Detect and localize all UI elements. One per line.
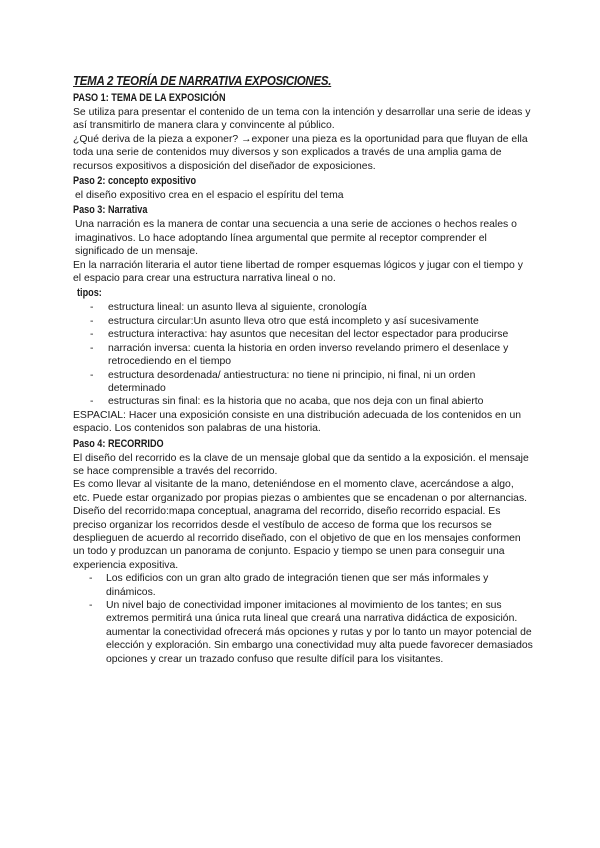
paso4-heading: Paso 4: RECORRIDO bbox=[73, 437, 164, 450]
list-item: - narración inversa: cuenta la historia en orden inverso revelando primero el desenlace y retrocediendo en el tiempo bbox=[73, 342, 533, 369]
paso3-paragraph-2: En la narración literaria el autor tiene libertad de romper esquemas lógicos y jugar con el tiempo y el espacio para crear una estructura narrativa lineal o no. bbox=[73, 259, 523, 285]
paso2-paragraph-1: el diseño expositivo crea en el espacio el espíritu del tema bbox=[75, 190, 344, 202]
paso1-paragraph-2: ¿Qué deriva de la pieza a exponer? →exponer una pieza es la oportunidad para que fluyan de ella toda una serie de contenidos muy diversos y son explicados a través de una amplia gama de recursos expositivos a disposición del diseñador de exposiciones. bbox=[73, 133, 528, 172]
list-item: - Un nivel bajo de conectividad imponer imitaciones al movimiento de los tantes; en sus extremos permitirá una única ruta lineal que creará una narrativa didáctica de exposición. aumentar la conectividad ofrecerá más opciones y rutas y por lo tanto un mayor potencial de elección y exploración. Sin embargo una conectividad muy alta puede favorecer demasiados opciones y crear un trazado confuso que resulte difícil para los visitantes. bbox=[73, 599, 533, 666]
paso4-paragraph-3: Diseño del recorrido:mapa conceptual, anagrama del recorrido, diseño recorrido espacial. Es preciso organizar los recorridos desde el vestíbulo de acceso de forma que los recursos se desplieguen de acuerdo al recorrido diseñado, con el objetivo de que en los mensajes conformen un todo y produzcan un panorama de conjunto. Espacio y tiempo se unen para conseguir una experiencia expositiva. bbox=[73, 506, 521, 571]
tipos-list bbox=[73, 301, 533, 408]
list-item: - estructuras sin final: es la historia que no acaba, que nos deja con un final abierto bbox=[73, 395, 533, 408]
list-item: - estructura circular:Un asunto lleva otro que está incompleto y así sucesivamente bbox=[73, 315, 533, 328]
document-page bbox=[73, 74, 533, 666]
recorrido-list bbox=[73, 572, 533, 666]
document-title: TEMA 2 TEORÍA DE NARRATIVA EXPOSICIONES. bbox=[73, 74, 332, 88]
paso1-paragraph-1: Se utiliza para presentar el contenido de un tema con la intención y desarrollar una serie de ideas y así transmitirlo de manera clara y convincente al público. bbox=[73, 107, 531, 132]
list-item: - estructura desordenada/ antiestructura: no tiene ni principio, ni final, ni un orden determinado bbox=[73, 369, 533, 396]
paso3-heading: Paso 3: Narrativa bbox=[73, 204, 148, 217]
paso4-paragraph-2: Es como llevar al visitante de la mano, deteniéndose en el momento clave, acercándose a algo, etc. Puede estar organizado por propias piezas o ambientes que se encadenan o por alternancias. bbox=[73, 479, 528, 504]
list-item: - estructura interactiva: hay asuntos que necesitan del lector espectador para producirse bbox=[73, 328, 533, 341]
list-item: - Los edificios con un gran alto grado de integración tienen que ser más informales y dinámicos. bbox=[73, 572, 533, 599]
tipos-heading: tipos: bbox=[77, 287, 102, 300]
list-item: - estructura lineal: un asunto lleva al siguiente, cronología bbox=[73, 301, 533, 314]
paso3-paragraph-1: Una narración es la manera de contar una secuencia a una serie de acciones o hechos reales o imaginativos. Lo hace adoptando línea argumental que permite al receptor comprender el significado de un mensaje. bbox=[75, 219, 517, 258]
paso4-paragraph-1: El diseño del recorrido es la clave de un mensaje global que da sentido a la exposición. el mensaje se hace comprensible a través del recorrido. bbox=[73, 452, 529, 477]
paso1-heading: PASO 1: TEMA DE LA EXPOSICIÓN bbox=[73, 92, 226, 104]
paso2-heading: Paso 2: concepto expositivo bbox=[73, 175, 197, 188]
espacial-paragraph: ESPACIAL: Hacer una exposición consiste en una distribución adecuada de los contenidos en un espacio. Los contenidos son palabras de una historia. bbox=[73, 409, 522, 435]
